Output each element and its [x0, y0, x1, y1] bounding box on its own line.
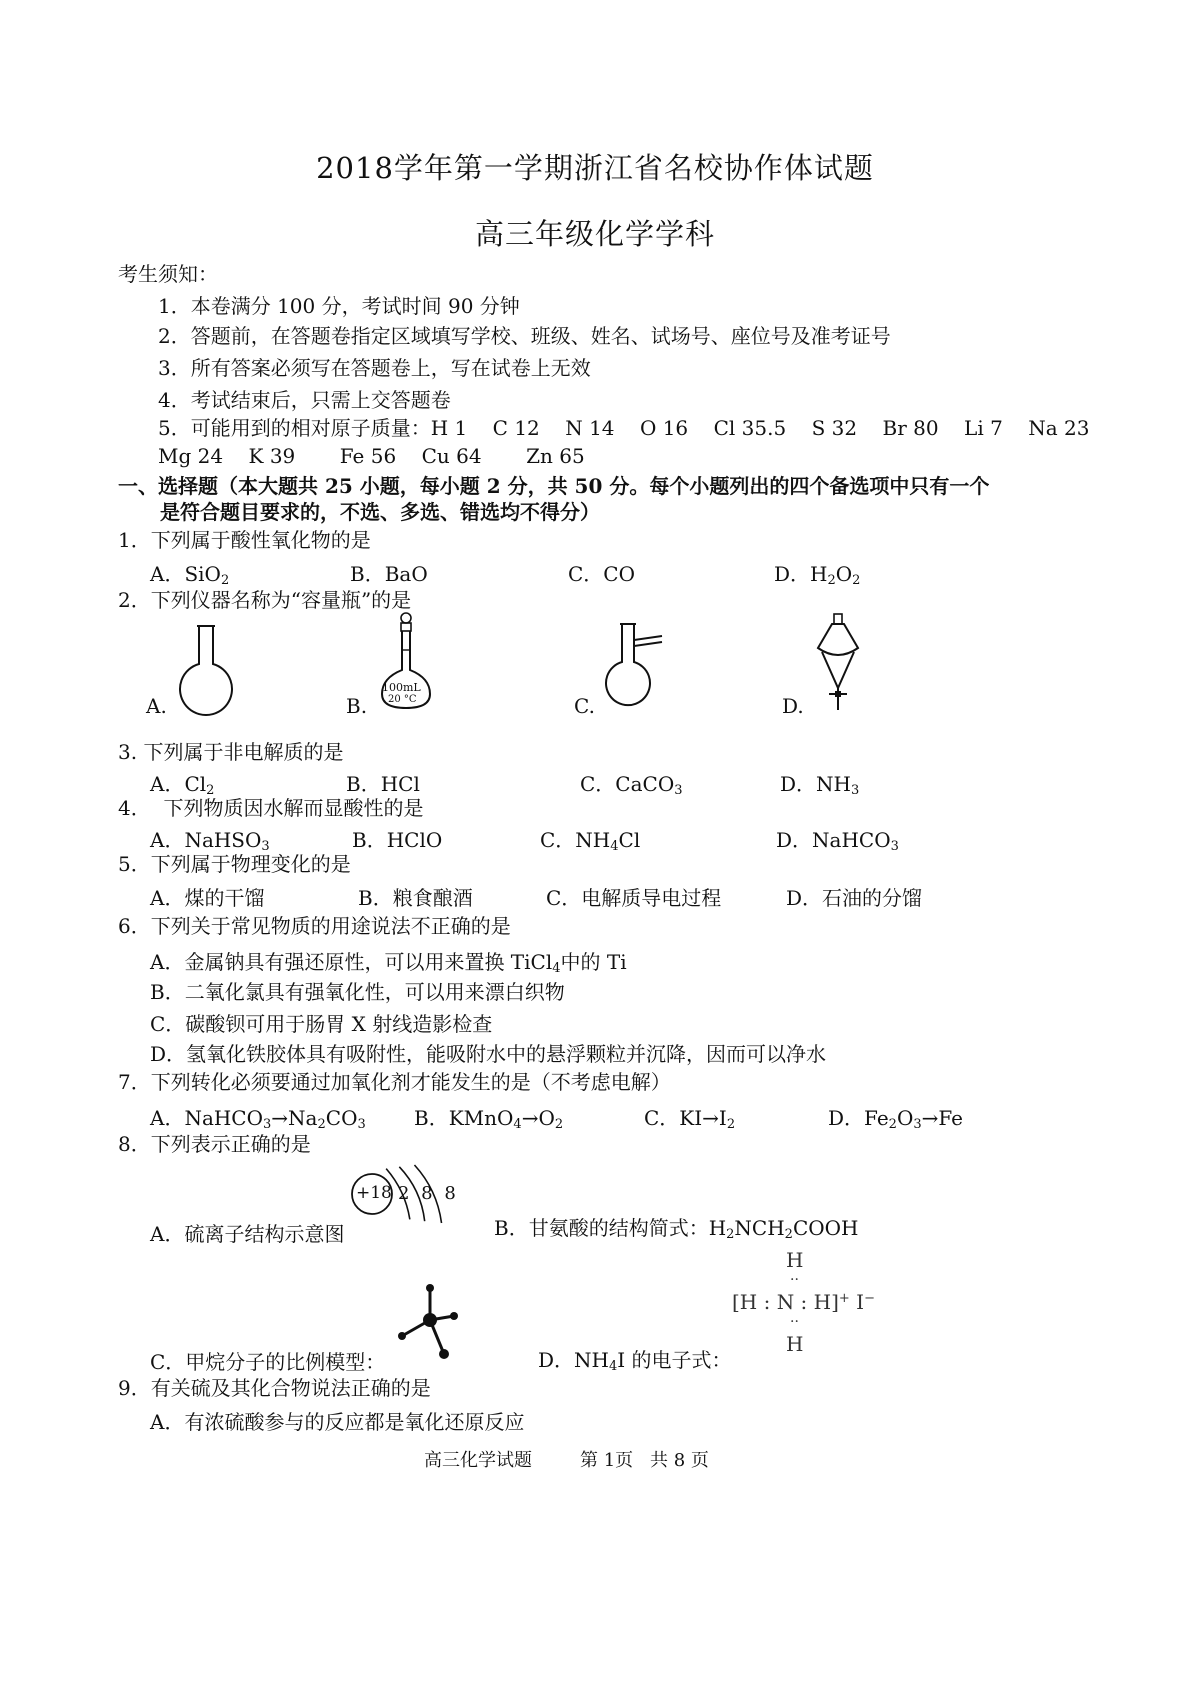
q8-option-c: C．甲烷分子的比例模型： [150, 1350, 386, 1374]
q3-option-b: B．HCl [346, 772, 420, 796]
footer-total: 共 8 页 [650, 1450, 709, 1471]
q2-option-a: A. [146, 694, 167, 718]
q4-option-a: A．NaHSO$_3$ [150, 828, 270, 854]
q8-option-b: B．甘氨酸的结构简式：$H_2NCH_2COOH$ [494, 1216, 859, 1242]
round-bottom-flask-icon [176, 624, 236, 714]
section-heading-line1: 一、选择题（本大题共 25 小题，每小题 2 分，共 50 分。每个小题列出的四个备选项中只有一个 [118, 474, 990, 498]
q7-option-d: D．$Fe_2O_3\to Fe$ [828, 1106, 964, 1132]
q1-option-d: D．$H_2O_2$ [774, 562, 861, 588]
electron-dots-bottom: ·· [790, 1314, 799, 1330]
footer-page: 第 1页 [580, 1450, 634, 1471]
q5-option-b: B．粮食酿酒 [358, 886, 473, 910]
q8-option-a: A．硫离子结构示意图 [150, 1222, 345, 1246]
q2-stem: 2．下列仪器名称为“容量瓶”的是 [118, 588, 412, 612]
notice-heading: 考生须知： [118, 262, 218, 286]
q7-stem: 7．下列转化必须要通过加氧化剂才能发生的是（不考虑电解） [118, 1070, 671, 1094]
page-subtitle: 高三年级化学学科 [474, 217, 715, 251]
electron-dots-top: ·· [790, 1272, 799, 1288]
nucleus-charge: +18 [356, 1183, 392, 1203]
methane-model-icon [396, 1282, 466, 1362]
section-heading-line2: 是符合题目要求的，不选、多选、错选均不得分） [160, 500, 600, 524]
q1-option-a: A．SiO$_2$ [150, 562, 230, 588]
q7-option-a: A．$NaHCO_3\to Na_2CO_3$ [150, 1106, 366, 1132]
q1-option-b: B．BaO [350, 562, 428, 586]
notice-item-4: 4．考试结束后，只需上交答题卷 [158, 388, 451, 412]
electron-shells: 2 8 8 [398, 1183, 459, 1204]
q2-option-c: C. [574, 694, 595, 718]
distillation-flask-icon [608, 622, 678, 712]
q8-stem: 8．下列表示正确的是 [118, 1132, 311, 1156]
q2-option-d: D. [782, 694, 804, 718]
q3-option-a: A．$Cl_2$ [150, 772, 215, 798]
q1-stem: 1．下列属于酸性氧化物的是 [118, 528, 371, 552]
q6-option-c: C．碳酸钡可用于肠胃 X 射线造影检查 [150, 1012, 493, 1036]
q4-option-c: C．$NH_4Cl$ [540, 828, 641, 854]
q5-option-c: C．电解质导电过程 [546, 886, 722, 910]
electron-formula-cation: [H : N : H]+ I− [732, 1290, 875, 1314]
q6-option-b: B．二氧化氯具有强氧化性，可以用来漂白织物 [150, 980, 565, 1004]
flask-temp-label: 20 °C [388, 694, 417, 705]
notice-item-1: 1．本卷满分 100 分，考试时间 90 分钟 [158, 294, 520, 318]
separatory-funnel-icon [812, 612, 866, 712]
q3-option-d: D．$NH_3$ [780, 772, 860, 798]
q8-option-d: D．$NH_4I$ 的电子式： [538, 1348, 732, 1374]
q3-stem: 3. 下列属于非电解质的是 [118, 740, 344, 764]
q3-option-c: C．CaCO$_3$ [580, 772, 683, 798]
notice-item-5: 5．可能用到的相对原子质量：H 1 C 12 N 14 O 16 Cl 35.5 S 32 Br 80 Li 7 Na 23 [158, 416, 1090, 440]
q5-stem: 5．下列属于物理变化的是 [118, 852, 351, 876]
q6-stem: 6．下列关于常见物质的用途说法不正确的是 [118, 914, 511, 938]
q4-option-b: B．HClO [352, 828, 443, 852]
notice-item-2: 2．答题前，在答题卷指定区域填写学校、班级、姓名、试场号、座位号及准考证号 [158, 324, 891, 348]
q7-option-c: C．$KI\to I_2$ [644, 1106, 736, 1132]
footer-subject: 高三化学试题 [424, 1450, 532, 1471]
q9-stem: 9．有关硫及其化合物说法正确的是 [118, 1376, 431, 1400]
q6-option-a: A．金属钠具有强还原性，可以用来置换 TiCl$_4$中的 Ti [150, 950, 627, 976]
electron-formula-top-h: H [786, 1248, 804, 1272]
q5-option-a: A．煤的干馏 [150, 886, 265, 910]
notice-item-5-cont: Mg 24 K 39 Fe 56 Cu 64 Zn 65 [158, 444, 585, 468]
flask-volume-label: 100mL [382, 681, 421, 694]
q6-option-d: D．氢氧化铁胶体具有吸附性，能吸附水中的悬浮颗粒并沉降，因而可以净水 [150, 1042, 827, 1066]
q5-option-d: D．石油的分馏 [786, 886, 923, 910]
q2-option-b: B. [346, 694, 368, 718]
q7-option-b: B．$KMnO_4\to O_2$ [414, 1106, 564, 1132]
q1-option-c: C．CO [568, 562, 636, 586]
q9-option-a: A．有浓硫酸参与的反应都是氧化还原反应 [150, 1410, 525, 1434]
q4-stem: 4． 下列物质因水解而显酸性的是 [118, 796, 424, 820]
page-title: 2018学年第一学期浙江省名校协作体试题 [316, 151, 874, 185]
q4-option-d: D．NaHCO$_3$ [776, 828, 899, 854]
notice-item-3: 3．所有答案必须写在答题卷上，写在试卷上无效 [158, 356, 591, 380]
electron-formula-bottom-h: H [786, 1332, 804, 1356]
